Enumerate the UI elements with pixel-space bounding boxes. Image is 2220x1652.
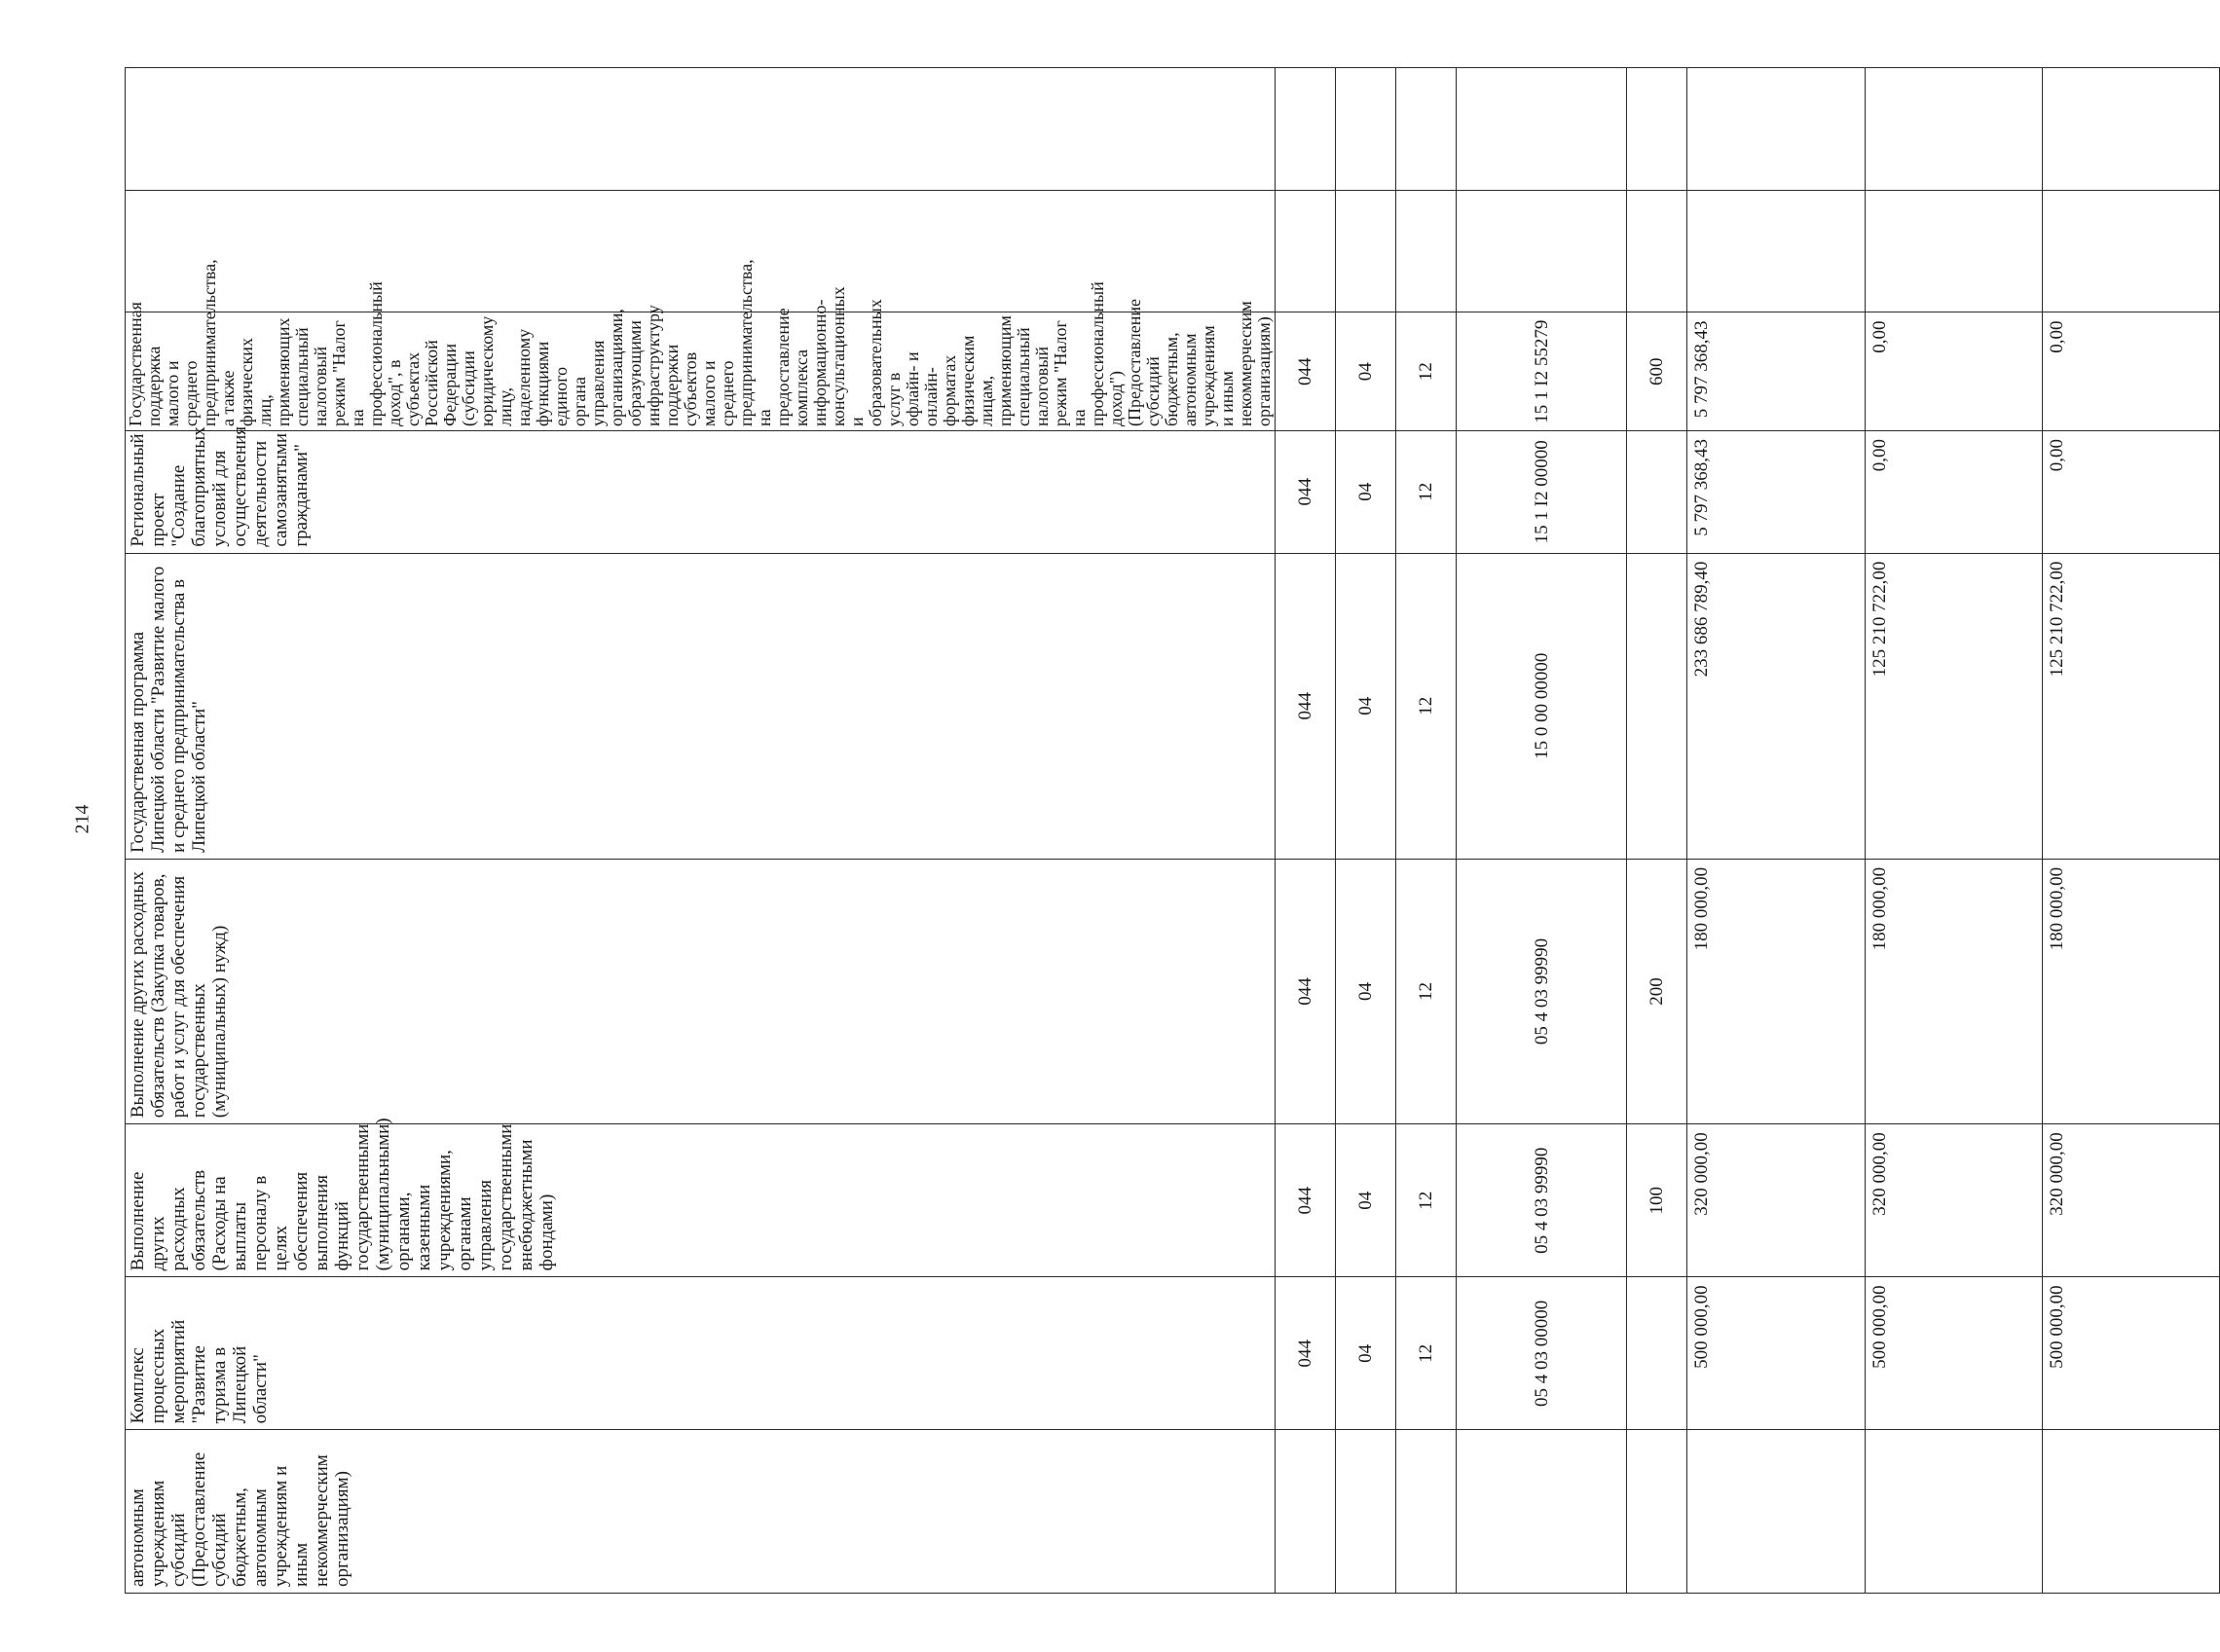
field-band-rz [1336,68,1396,1594]
empty-cell [1457,190,1627,312]
rotated-table-wrapper [125,67,2067,1594]
row-csr: 05 4 03 00000 [1457,1277,1627,1430]
row-desc: Региональный проект "Создание благоприятных условий для осуществления деятельности самозанятыми гражданами" [126,430,1276,553]
row-sum-2: 180 000,00 [1866,859,2043,1123]
row-sum-2: 0,00 [1866,430,2043,553]
row-sum-3: 320 000,00 [2043,1124,2220,1277]
row-pr: 12 [1396,1277,1457,1430]
row-rz [1336,1430,1396,1594]
empty-cell [1336,68,1396,191]
row-vr: 100 [1627,1124,1687,1277]
row-desc: Государственная поддержка малого и среднего предпринимательства, а также физических лиц, применяющих специальный налоговый режим "Налог на профессиональный доход", в субъектах Российской Федерации (субсидии юридическому лицу, наделенному функциями единого органа управления организациями, образующими инфраструктуру поддержки субъектов малого и среднего предпринимательства, на предоставление комплекса информационно-консультационных и образовательных услуг в офлайн- и онлайн-форматах физическим лицам, применяющим специальный налоговый режим "Налог на профессиональный доход") (Предоставление субсидий бюджетным, автономным учреждениям и иным некоммерческим организациям) [126,312,1276,431]
empty-cell [1687,190,1866,312]
row-sum-2: 500 000,00 [1866,1277,2043,1430]
row-sum-3: 180 000,00 [2043,859,2220,1123]
field-band-ved [1276,68,1336,1594]
row-rz: 04 [1336,553,1396,859]
row-sum-2: 125 210 722,00 [1866,553,2043,859]
row-ved: 044 [1276,859,1336,1123]
row-desc: Выполнение других расходных обязательств (Закупка товаров, работ и услуг для обеспечения государственных (муниципальных) нужд) [126,859,1276,1123]
row-sum-3: 500 000,00 [2043,1277,2220,1430]
row-sum-1: 5 797 368,43 [1687,312,1866,431]
empty-cell [1336,190,1396,312]
field-band-vr [1627,68,1687,1594]
row-rz: 04 [1336,1277,1396,1430]
row-desc: Государственная программа Липецкой области "Развитие малого и среднего предпринимательства в Липецкой области" [126,553,1276,859]
row-csr: 15 1 I2 55279 [1457,312,1627,431]
row-sum-1: 180 000,00 [1687,859,1866,1123]
empty-cell [1866,190,2043,312]
row-sum-1: 5 797 368,43 [1687,430,1866,553]
empty-cell [1457,68,1627,191]
row-csr: 15 1 I2 00000 [1457,430,1627,553]
page-number: 214 [71,804,93,834]
row-sum-3: 125 210 722,00 [2043,553,2220,859]
field-band-csr [1457,68,1627,1594]
row-vr [1627,430,1687,553]
row-sum-3: 0,00 [2043,312,2220,431]
budget-table [125,67,2220,1594]
row-sum-1: 233 686 789,40 [1687,553,1866,859]
row-csr [1457,1430,1627,1594]
row-pr: 12 [1396,312,1457,431]
empty-cell [126,68,1276,191]
field-band-sum1 [1687,68,1866,1594]
row-sum-1: 320 000,00 [1687,1124,1866,1277]
row-desc: Комплекс процессных мероприятий "Развитие туризма в Липецкой области" [126,1277,1276,1430]
empty-cell [1866,68,2043,191]
empty-cell [1627,190,1687,312]
row-rz: 04 [1336,1124,1396,1277]
row-desc: автономным учреждениям субсидий (Предоставление субсидий бюджетным, автономным учреждениям и иным некоммерческим организациям) [126,1430,1276,1594]
row-sum-1 [1687,1430,1866,1594]
row-csr: 05 4 03 99990 [1457,859,1627,1123]
row-ved: 044 [1276,430,1336,553]
row-ved: 044 [1276,312,1336,431]
row-csr: 15 0 00 00000 [1457,553,1627,859]
row-vr [1627,1430,1687,1594]
field-band-sum2 [1866,68,2043,1594]
row-rz: 04 [1336,312,1396,431]
row-rz: 04 [1336,859,1396,1123]
row-ved: 044 [1276,553,1336,859]
field-band-desc [126,68,1276,1594]
row-pr: 12 [1396,430,1457,553]
row-sum-2 [1866,1430,2043,1594]
field-band-sum3 [2043,68,2220,1594]
row-pr [1396,1430,1457,1594]
row-pr: 12 [1396,1124,1457,1277]
row-desc: Выполнение других расходных обязательств (Расходы на выплаты персоналу в целях обеспечения выполнения функций государственными (муниципальными) органами, казенными учреждениями, органами управления государственными внебюджетными фондами) [126,1124,1276,1277]
row-vr: 200 [1627,859,1687,1123]
row-vr [1627,1277,1687,1430]
row-csr: 05 4 03 99990 [1457,1124,1627,1277]
row-sum-3 [2043,1430,2220,1594]
empty-cell [1627,68,1687,191]
row-ved [1276,1430,1336,1594]
empty-cell [2043,190,2220,312]
field-band-pr [1396,68,1457,1594]
empty-cell [1276,68,1336,191]
row-vr [1627,553,1687,859]
row-ved: 044 [1276,1124,1336,1277]
row-sum-2: 0,00 [1866,312,2043,431]
row-ved: 044 [1276,1277,1336,1430]
row-sum-2: 320 000,00 [1866,1124,2043,1277]
empty-cell [1687,68,1866,191]
row-pr: 12 [1396,553,1457,859]
row-sum-1: 500 000,00 [1687,1277,1866,1430]
row-rz: 04 [1336,430,1396,553]
row-pr: 12 [1396,859,1457,1123]
empty-cell [2043,68,2220,191]
row-vr: 600 [1627,312,1687,431]
empty-cell [1396,68,1457,191]
empty-cell [1396,190,1457,312]
empty-cell [1276,190,1336,312]
row-sum-3: 0,00 [2043,430,2220,553]
